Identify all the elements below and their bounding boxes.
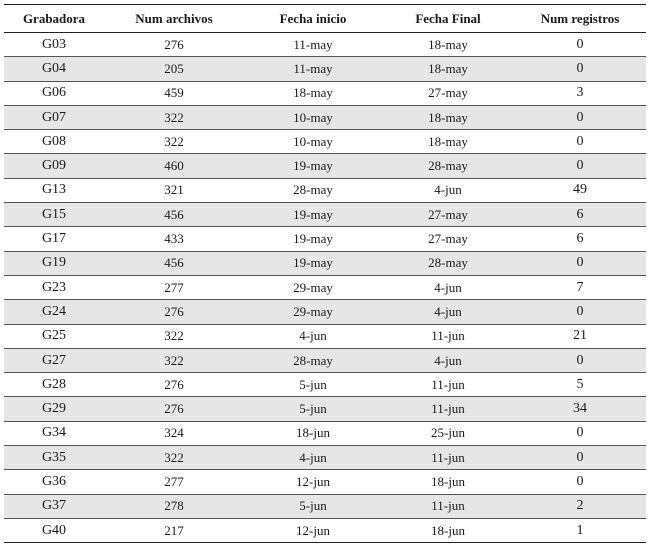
- cell-fecha-final: 28-may: [382, 154, 514, 178]
- table-row: [4, 130, 646, 154]
- cell-num-archivos: 460: [104, 154, 244, 178]
- cell-fecha-inicio: 19-may: [244, 203, 382, 227]
- cell-num-archivos: 459: [104, 81, 244, 105]
- cell-num-registros: 0: [514, 57, 646, 81]
- cell-fecha-inicio: 5-jun: [244, 373, 382, 397]
- table-row: [4, 470, 646, 494]
- cell-num-registros: 34: [514, 397, 646, 421]
- cell-num-archivos: 322: [104, 130, 244, 154]
- cell-fecha-inicio: 10-may: [244, 105, 382, 129]
- cell-fecha-inicio: 28-may: [244, 348, 382, 372]
- cell-fecha-final: 27-may: [382, 81, 514, 105]
- cell-fecha-final: 4-jun: [382, 178, 514, 202]
- table-body: [4, 33, 646, 543]
- cell-num-registros: 5: [514, 373, 646, 397]
- header-num-archivos: Num archivos: [104, 5, 244, 33]
- cell-num-archivos: 324: [104, 421, 244, 445]
- table-row: [4, 494, 646, 518]
- cell-grabadora: G03: [4, 33, 104, 57]
- table-row: [4, 518, 646, 542]
- cell-num-registros: 0: [514, 348, 646, 372]
- cell-fecha-inicio: 29-may: [244, 275, 382, 299]
- cell-num-registros: 0: [514, 251, 646, 275]
- cell-grabadora: G34: [4, 421, 104, 445]
- cell-grabadora: G15: [4, 203, 104, 227]
- table-row: [4, 57, 646, 81]
- header-num-registros: Num registros: [514, 5, 646, 33]
- cell-num-registros: 6: [514, 227, 646, 251]
- cell-fecha-final: 18-jun: [382, 470, 514, 494]
- table-row: [4, 300, 646, 324]
- cell-num-registros: 3: [514, 81, 646, 105]
- cell-fecha-final: 18-may: [382, 57, 514, 81]
- cell-grabadora: G08: [4, 130, 104, 154]
- cell-fecha-inicio: 12-jun: [244, 518, 382, 542]
- table-row: [4, 203, 646, 227]
- cell-fecha-final: 11-jun: [382, 324, 514, 348]
- cell-fecha-inicio: 12-jun: [244, 470, 382, 494]
- cell-fecha-inicio: 10-may: [244, 130, 382, 154]
- cell-fecha-final: 4-jun: [382, 348, 514, 372]
- table-row: [4, 324, 646, 348]
- cell-grabadora: G24: [4, 300, 104, 324]
- cell-num-archivos: 277: [104, 275, 244, 299]
- cell-fecha-final: 11-jun: [382, 397, 514, 421]
- cell-fecha-inicio: 19-may: [244, 227, 382, 251]
- cell-num-archivos: 276: [104, 33, 244, 57]
- table-row: [4, 81, 646, 105]
- cell-fecha-final: 11-jun: [382, 373, 514, 397]
- cell-num-registros: 0: [514, 300, 646, 324]
- cell-fecha-inicio: 18-jun: [244, 421, 382, 445]
- cell-fecha-final: 11-jun: [382, 446, 514, 470]
- cell-num-registros: 0: [514, 470, 646, 494]
- cell-fecha-inicio: 11-may: [244, 57, 382, 81]
- header-fecha-final: Fecha Final: [382, 5, 514, 33]
- recorder-table-container: [4, 4, 646, 543]
- cell-fecha-final: 27-may: [382, 227, 514, 251]
- cell-grabadora: G13: [4, 178, 104, 202]
- cell-num-registros: 49: [514, 178, 646, 202]
- table-row: [4, 373, 646, 397]
- table-row: [4, 178, 646, 202]
- cell-fecha-final: 4-jun: [382, 300, 514, 324]
- cell-num-registros: 0: [514, 130, 646, 154]
- cell-fecha-final: 18-jun: [382, 518, 514, 542]
- table-row: [4, 421, 646, 445]
- cell-num-archivos: 277: [104, 470, 244, 494]
- cell-grabadora: G19: [4, 251, 104, 275]
- table-header-row: [4, 5, 646, 33]
- cell-num-archivos: 433: [104, 227, 244, 251]
- cell-grabadora: G36: [4, 470, 104, 494]
- cell-fecha-final: 18-may: [382, 105, 514, 129]
- cell-num-archivos: 205: [104, 57, 244, 81]
- cell-num-registros: 6: [514, 203, 646, 227]
- cell-num-registros: 0: [514, 446, 646, 470]
- header-fecha-inicio: Fecha inicio: [244, 5, 382, 33]
- cell-num-registros: 0: [514, 33, 646, 57]
- cell-fecha-final: 11-jun: [382, 494, 514, 518]
- cell-fecha-final: 4-jun: [382, 275, 514, 299]
- cell-fecha-inicio: 29-may: [244, 300, 382, 324]
- cell-fecha-inicio: 18-may: [244, 81, 382, 105]
- cell-grabadora: G40: [4, 518, 104, 542]
- cell-num-archivos: 278: [104, 494, 244, 518]
- cell-grabadora: G07: [4, 105, 104, 129]
- table-row: [4, 154, 646, 178]
- cell-grabadora: G25: [4, 324, 104, 348]
- cell-num-archivos: 276: [104, 300, 244, 324]
- cell-fecha-inicio: 19-may: [244, 251, 382, 275]
- cell-num-archivos: 322: [104, 348, 244, 372]
- cell-grabadora: G27: [4, 348, 104, 372]
- table-row: [4, 105, 646, 129]
- cell-fecha-inicio: 28-may: [244, 178, 382, 202]
- cell-grabadora: G35: [4, 446, 104, 470]
- cell-num-archivos: 322: [104, 324, 244, 348]
- cell-fecha-inicio: 19-may: [244, 154, 382, 178]
- cell-grabadora: G29: [4, 397, 104, 421]
- cell-fecha-final: 18-may: [382, 130, 514, 154]
- cell-num-archivos: 456: [104, 203, 244, 227]
- table-row: [4, 446, 646, 470]
- table-row: [4, 397, 646, 421]
- cell-num-archivos: 276: [104, 373, 244, 397]
- cell-fecha-inicio: 5-jun: [244, 397, 382, 421]
- table-row: [4, 251, 646, 275]
- table-row: [4, 348, 646, 372]
- recorder-table: [4, 4, 646, 543]
- cell-fecha-inicio: 11-may: [244, 33, 382, 57]
- cell-fecha-inicio: 4-jun: [244, 446, 382, 470]
- cell-fecha-final: 18-may: [382, 33, 514, 57]
- cell-fecha-final: 28-may: [382, 251, 514, 275]
- cell-num-archivos: 217: [104, 518, 244, 542]
- cell-num-archivos: 321: [104, 178, 244, 202]
- cell-num-registros: 0: [514, 421, 646, 445]
- cell-grabadora: G17: [4, 227, 104, 251]
- table-row: [4, 275, 646, 299]
- header-grabadora: Grabadora: [4, 5, 104, 33]
- cell-num-registros: 0: [514, 105, 646, 129]
- table-row: [4, 33, 646, 57]
- cell-num-archivos: 456: [104, 251, 244, 275]
- cell-grabadora: G04: [4, 57, 104, 81]
- cell-grabadora: G37: [4, 494, 104, 518]
- cell-fecha-final: 27-may: [382, 203, 514, 227]
- cell-fecha-final: 25-jun: [382, 421, 514, 445]
- cell-num-registros: 2: [514, 494, 646, 518]
- cell-num-archivos: 276: [104, 397, 244, 421]
- cell-grabadora: G06: [4, 81, 104, 105]
- cell-num-registros: 1: [514, 518, 646, 542]
- table-row: [4, 227, 646, 251]
- cell-num-registros: 0: [514, 154, 646, 178]
- cell-fecha-inicio: 5-jun: [244, 494, 382, 518]
- cell-grabadora: G09: [4, 154, 104, 178]
- cell-grabadora: G23: [4, 275, 104, 299]
- cell-num-registros: 21: [514, 324, 646, 348]
- cell-num-archivos: 322: [104, 446, 244, 470]
- cell-num-archivos: 322: [104, 105, 244, 129]
- cell-num-registros: 7: [514, 275, 646, 299]
- cell-fecha-inicio: 4-jun: [244, 324, 382, 348]
- cell-grabadora: G28: [4, 373, 104, 397]
